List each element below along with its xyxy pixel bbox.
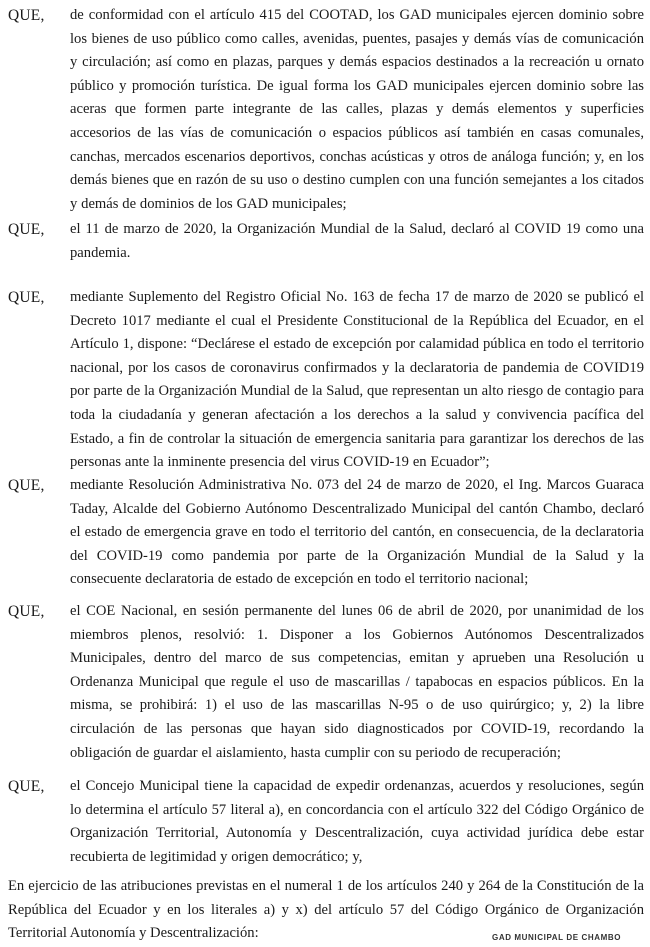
clause-text: el 11 de marzo de 2020, la Organización Mundial de la Salud, declaró al COVID 19 como una pandemia. [70, 221, 644, 261]
clause-label: QUE, [8, 778, 45, 795]
closing-paragraph: En ejercicio de las atribuciones previstas en el numeral 1 de los artículos 240 y 264 de la Constitución de la República del Ecuador y en los literales a) y x) del artículo 57 del Código Orgánico de Organización Territorial Autonomía y Descentralización: [8, 878, 644, 942]
clause-label: QUE, [8, 289, 45, 306]
clause-label: QUE, [8, 603, 45, 620]
clause-text: el Concejo Municipal tiene la capacidad de expedir ordenanzas, acuerdos y resoluciones, según lo determina el artículo 57 literal a), en concordancia con el artículo 322 del Código Orgánico de Organización Territorial, Autonomía y Descentralización, cuya actividad jurídica debe estar recubierta de legitimidad y origen democrático; y, [70, 778, 644, 865]
clause-text: mediante Resolución Administrativa No. 073 del 24 de marzo de 2020, el Ing. Marcos Guaraca Taday, Alcalde del Gobierno Autónomo Descentralizado Municipal del cantón Chambo, declaró el estado de emergencia grave en todo el territorio del cantón, en consecuencia, de la declaratoria del COVID-19 como pandemia por parte de la Organización Mundial de la Salud y la consecuente declaratoria de estado de excepción en todo el territorio nacional; [70, 477, 644, 588]
clause-label: QUE, [8, 477, 45, 494]
clause-text: mediante Suplemento del Registro Oficial No. 163 de fecha 17 de marzo de 2020 se publicó el Decreto 1017 mediante el cual el Presidente Constitucional de la República del Ecuador, en el Artículo 1, dispone: “Declárese el estado de excepción por calamidad pública en todo el territorio nacional, por los casos de coronavirus confirmados y la declaratoria de pandemia de COVID19 por parte de la Organización Mundial de la Salud, que representan un alto riesgo de contagio para toda la ciudadanía y generan afectación a los derechos a la salud y convivencia pacífica del Estado, a fin de controlar la situación de emergencia sanitaria para garantizar los derechos de las personas ante la inminente presencia del virus COVID-19 en Ecuador”; [70, 289, 644, 471]
stamp-text: GAD MUNICIPAL DE CHAMBO [492, 933, 622, 942]
clause-label: QUE, [8, 7, 45, 24]
clause-text: el COE Nacional, en sesión permanente del lunes 06 de abril de 2020, por unanimidad de los miembros plenos, resolvió: 1. Disponer a los Gobiernos Autónomos Descentralizados Municipales, dentro del marco de sus competencias, emitan y aprueben una Resolución u Ordenanza Municipal que regule el uso de mascarillas / tapabocas en espacios públicos. En la misma, se prohibirá: 1) el uso de las mascarillas N-95 o de uso quirúrgico; y, 2) la libre circulación de las personas que hayan sido diagnosticados por COVID-19, recordando la obligación de guardar el aislamiento, hasta cumplir con su periodo de recuperación; [70, 603, 644, 761]
clause-text: de conformidad con el artículo 415 del COOTAD, los GAD municipales ejercen dominio sobre los bienes de uso público como calles, avenidas, puentes, pasajes y demás vías de comunicación y circulación; así como en plazas, parques y demás espacios destinados a la recreación u ornato público y promoción turística. De igual forma los GAD municipales ejercen dominio sobre las aceras que formen parte integrante de las calles, plazas y demás elementos y superficies accesorios de las vías de comunicación o espacios públicos así también en casas comunales, canchas, mercados escenarios deportivos, conchas acústicas y otros de análoga función; y, en los demás bienes que en razón de su uso o destino cumplen con una función semejantes a los citados y demás de dominios de los GAD municipales; [70, 7, 644, 212]
clause-label: QUE, [8, 221, 45, 238]
